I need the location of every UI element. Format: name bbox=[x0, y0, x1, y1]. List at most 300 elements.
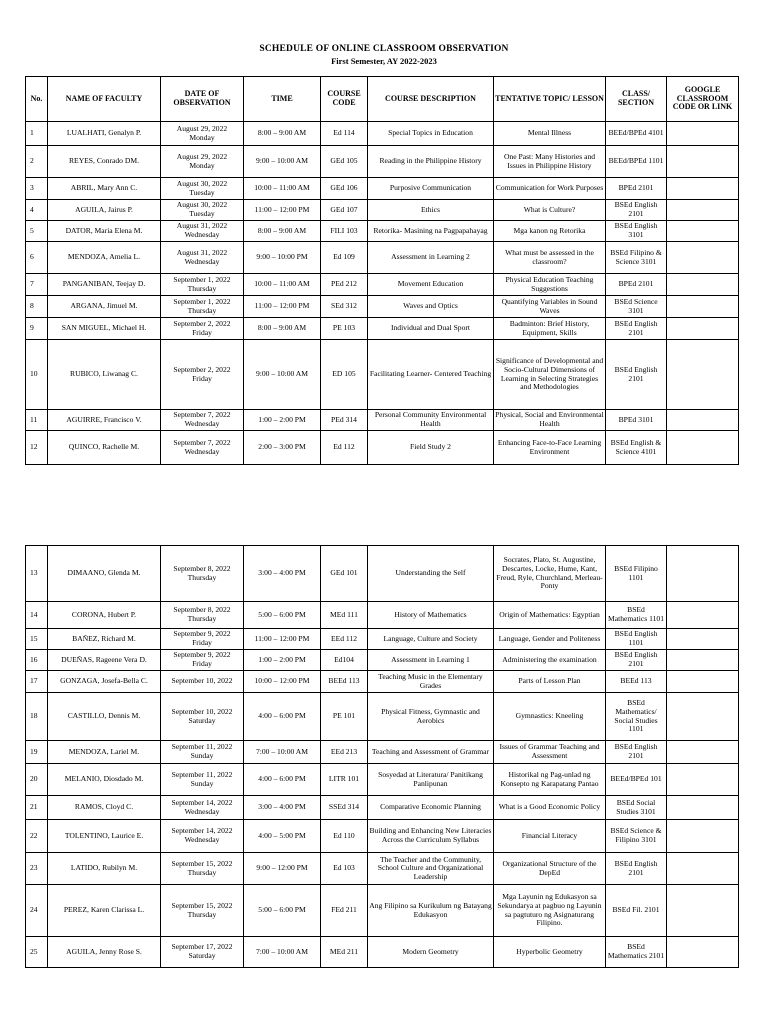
faculty-name: RUBICO, Liwanag C. bbox=[48, 340, 161, 410]
tentative-topic: Organizational Structure of the DepEd bbox=[494, 853, 606, 885]
date-text: September 7, 2022 bbox=[173, 437, 231, 447]
date-text: September 14, 2022 bbox=[171, 826, 233, 836]
classroom-link bbox=[667, 274, 739, 296]
tentative-topic: What is Culture? bbox=[494, 200, 606, 221]
weekday-text: Wednesday bbox=[184, 256, 220, 266]
course-code: SEd 312 bbox=[321, 296, 368, 318]
row-number: 21 bbox=[26, 796, 48, 820]
row-number: 20 bbox=[26, 764, 48, 796]
tentative-topic: Parts of Lesson Plan bbox=[494, 671, 606, 693]
row-number: 19 bbox=[26, 741, 48, 764]
course-code: GEd 107 bbox=[321, 200, 368, 221]
faculty-name: SAN MIGUEL, Michael H. bbox=[48, 318, 161, 340]
row-number: 22 bbox=[26, 820, 48, 853]
date-text: September 11, 2022 bbox=[171, 742, 233, 752]
class-section: BSEd English 2101 bbox=[606, 650, 667, 671]
date-text: September 11, 2022 bbox=[171, 769, 233, 779]
classroom-link bbox=[667, 602, 739, 629]
row-number: 8 bbox=[26, 296, 48, 318]
class-section: BEEd 113 bbox=[606, 671, 667, 693]
header-date: DATE OF OBSERVATION bbox=[161, 77, 244, 122]
table-body-page-1 bbox=[26, 122, 739, 465]
course-description: Teaching Music in the Elementary Grades bbox=[368, 671, 494, 693]
date-text: September 17, 2022 bbox=[171, 942, 233, 952]
observation-time: 10:00 – 11:00 AM bbox=[244, 274, 321, 296]
date-text: September 1, 2022 bbox=[173, 296, 231, 306]
row-number: 25 bbox=[26, 937, 48, 968]
classroom-link bbox=[667, 741, 739, 764]
tentative-topic: Financial Literacy bbox=[494, 820, 606, 853]
course-description: The Teacher and the Community, School Culture and Organizational Leadership bbox=[368, 853, 494, 885]
observation-time: 8:00 – 9:00 AM bbox=[244, 318, 321, 340]
course-description: History of Mathematics bbox=[368, 602, 494, 629]
class-section: BSEd Science 3101 bbox=[606, 296, 667, 318]
course-code: GEd 106 bbox=[321, 178, 368, 200]
observation-date bbox=[161, 410, 244, 431]
weekday-text: Thursday bbox=[187, 305, 217, 315]
faculty-name: MENDOZA, Lariel M. bbox=[48, 741, 161, 764]
course-description: Building and Enhancing New Literacies Across the Curriculum Syllabus bbox=[368, 820, 494, 853]
header-code: COURSE CODE bbox=[321, 77, 368, 122]
table-row bbox=[26, 671, 739, 693]
classroom-link bbox=[667, 937, 739, 968]
observation-time: 2:00 – 3:00 PM bbox=[244, 431, 321, 465]
table-row bbox=[26, 764, 739, 796]
classroom-link bbox=[667, 200, 739, 221]
tentative-topic: Mga kanon ng Retorika bbox=[494, 221, 606, 242]
table-row bbox=[26, 146, 739, 178]
class-section: BSEd English 2101 bbox=[606, 340, 667, 410]
observation-time: 7:00 – 10:00 AM bbox=[244, 741, 321, 764]
course-code: FILI 103 bbox=[321, 221, 368, 242]
class-section: BSEd English 1101 bbox=[606, 629, 667, 650]
table-row bbox=[26, 650, 739, 671]
course-description: Field Study 2 bbox=[368, 431, 494, 465]
course-code: ED 105 bbox=[321, 340, 368, 410]
observation-date bbox=[161, 671, 244, 693]
tentative-topic: Badminton: Brief History, Equipment, Skills bbox=[494, 318, 606, 340]
observation-time: 4:00 – 5:00 PM bbox=[244, 820, 321, 853]
weekday-text: Thursday bbox=[187, 909, 217, 919]
course-description: Ethics bbox=[368, 200, 494, 221]
classroom-link bbox=[667, 693, 739, 741]
tentative-topic: What must be assessed in the classroom? bbox=[494, 242, 606, 274]
class-section: BSEd English & Science 4101 bbox=[606, 431, 667, 465]
observation-time: 9:00 – 10:00 AM bbox=[244, 340, 321, 410]
weekday-text: Wednesday bbox=[184, 230, 220, 239]
course-description: Individual and Dual Sport bbox=[368, 318, 494, 340]
date-text: September 15, 2022 bbox=[171, 900, 233, 910]
course-code: Ed 110 bbox=[321, 820, 368, 853]
tentative-topic: Gymnastics: Kneeling bbox=[494, 693, 606, 741]
classroom-link bbox=[667, 340, 739, 410]
course-code: PEd 212 bbox=[321, 274, 368, 296]
class-section: BSEd Mathematics 2101 bbox=[606, 937, 667, 968]
class-section: BEEd/BPEd 1101 bbox=[606, 146, 667, 178]
course-description: Assessment in Learning 2 bbox=[368, 242, 494, 274]
date-text: September 9, 2022 bbox=[173, 629, 231, 639]
row-number: 15 bbox=[26, 629, 48, 650]
row-number: 23 bbox=[26, 853, 48, 885]
faculty-name: RAMOS, Cloyd C. bbox=[48, 796, 161, 820]
faculty-name: DATOR, Maria Elena M. bbox=[48, 221, 161, 242]
date-text: August 30, 2022 bbox=[176, 200, 228, 210]
table-row bbox=[26, 122, 739, 146]
faculty-name: LATIDO, Rubilyn M. bbox=[48, 853, 161, 885]
date-text: September 8, 2022 bbox=[173, 563, 231, 573]
faculty-name: CORONA, Hubert P. bbox=[48, 602, 161, 629]
classroom-link bbox=[667, 820, 739, 853]
observation-date bbox=[161, 629, 244, 650]
observation-time: 11:00 – 12:00 PM bbox=[244, 296, 321, 318]
weekday-text: Monday bbox=[189, 160, 215, 170]
header-no: No. bbox=[26, 77, 48, 122]
tentative-topic: Historikal ng Pag-unlad ng Konsepto ng Karapatang Pantao bbox=[494, 764, 606, 796]
weekday-text: Friday bbox=[192, 638, 212, 647]
table-row bbox=[26, 296, 739, 318]
tentative-topic: Physical, Social and Environmental Health bbox=[494, 410, 606, 431]
table-row bbox=[26, 318, 739, 340]
course-description: Movement Education bbox=[368, 274, 494, 296]
faculty-name: AGUILA, Jenny Rose S. bbox=[48, 937, 161, 968]
table-row bbox=[26, 602, 739, 629]
class-section: BSEd English 2101 bbox=[606, 853, 667, 885]
observation-time: 11:00 – 12:00 PM bbox=[244, 629, 321, 650]
date-text: August 29, 2022 bbox=[176, 151, 228, 161]
faculty-name: PANGANIBAN, Teejay D. bbox=[48, 274, 161, 296]
course-code: BEEd 113 bbox=[321, 671, 368, 693]
table-row bbox=[26, 741, 739, 764]
observation-date bbox=[161, 546, 244, 602]
table-row bbox=[26, 820, 739, 853]
course-code: EEd 213 bbox=[321, 741, 368, 764]
tentative-topic: Origin of Mathematics: Egyptian bbox=[494, 602, 606, 629]
table-row bbox=[26, 178, 739, 200]
header-section: CLASS/ SECTION bbox=[606, 77, 667, 122]
table-body-page-2 bbox=[26, 546, 739, 968]
class-section: BSEd Fil. 2101 bbox=[606, 885, 667, 937]
classroom-link bbox=[667, 546, 739, 602]
table-row bbox=[26, 629, 739, 650]
observation-time: 10:00 – 11:00 AM bbox=[244, 178, 321, 200]
class-section: BPEd 2101 bbox=[606, 274, 667, 296]
course-description: Personal Community Environmental Health bbox=[368, 410, 494, 431]
course-description: Sosyedad at Literatura/ Panitikang Panlipunan bbox=[368, 764, 494, 796]
class-section: BSEd English 2101 bbox=[606, 200, 667, 221]
date-text: September 10, 2022 bbox=[171, 676, 233, 686]
date-text: September 2, 2022 bbox=[173, 318, 231, 328]
classroom-link bbox=[667, 671, 739, 693]
faculty-name: TOLENTINO, Laurice E. bbox=[48, 820, 161, 853]
date-text: September 10, 2022 bbox=[171, 706, 233, 716]
classroom-link bbox=[667, 146, 739, 178]
course-code: Ed 112 bbox=[321, 431, 368, 465]
tentative-topic: Communication for Work Purposes bbox=[494, 178, 606, 200]
course-description: Special Topics in Education bbox=[368, 122, 494, 146]
class-section: BPEd 2101 bbox=[606, 178, 667, 200]
header-time: TIME bbox=[244, 77, 321, 122]
observation-date bbox=[161, 340, 244, 410]
weekday-text: Monday bbox=[189, 132, 215, 142]
observation-date bbox=[161, 602, 244, 629]
class-section: BSEd Mathematics/ Social Studies 1101 bbox=[606, 693, 667, 741]
tentative-topic: Issues of Grammar Teaching and Assessment bbox=[494, 741, 606, 764]
faculty-name: ARGANA, Jimuel M. bbox=[48, 296, 161, 318]
observation-date bbox=[161, 296, 244, 318]
weekday-text: Saturday bbox=[188, 951, 216, 960]
observation-date bbox=[161, 693, 244, 741]
faculty-name: AGUILA, Jairus P. bbox=[48, 200, 161, 221]
weekday-text: Friday bbox=[192, 327, 212, 337]
weekday-text: Saturday bbox=[188, 715, 216, 725]
table-row bbox=[26, 796, 739, 820]
date-text: September 1, 2022 bbox=[173, 274, 231, 284]
schedule-table-page-2 bbox=[25, 545, 739, 968]
observation-time: 4:00 – 6:00 PM bbox=[244, 693, 321, 741]
course-description: Facilitating Learner- Centered Teaching bbox=[368, 340, 494, 410]
table-row bbox=[26, 693, 739, 741]
classroom-link bbox=[667, 221, 739, 242]
course-description: Ang Filipino sa Kurikulum ng Batayang Edukasyon bbox=[368, 885, 494, 937]
date-text: August 31, 2022 bbox=[176, 221, 228, 231]
classroom-link bbox=[667, 431, 739, 465]
observation-date bbox=[161, 937, 244, 968]
faculty-name: DUEÑAS, Rageene Vera D. bbox=[48, 650, 161, 671]
row-number: 10 bbox=[26, 340, 48, 410]
tentative-topic: Physical Education Teaching Suggestions bbox=[494, 274, 606, 296]
header-link: GOOGLE CLASSROOM CODE OR LINK bbox=[667, 77, 739, 122]
weekday-text: Tuesday bbox=[189, 187, 215, 197]
weekday-text: Wednesday bbox=[184, 419, 220, 428]
faculty-name: MELANIO, Diosdado M. bbox=[48, 764, 161, 796]
observation-time: 5:00 – 6:00 PM bbox=[244, 885, 321, 937]
observation-date bbox=[161, 431, 244, 465]
course-code: FEd 211 bbox=[321, 885, 368, 937]
document-title: SCHEDULE OF ONLINE CLASSROOM OBSERVATION bbox=[259, 44, 509, 54]
weekday-text: Wednesday bbox=[184, 806, 220, 816]
date-text: August 29, 2022 bbox=[176, 123, 228, 133]
observation-time: 8:00 – 9:00 AM bbox=[244, 122, 321, 146]
row-number: 5 bbox=[26, 221, 48, 242]
schedule-table-page-1 bbox=[25, 76, 739, 465]
faculty-name: DIMAANO, Glenda M. bbox=[48, 546, 161, 602]
observation-time: 5:00 – 6:00 PM bbox=[244, 602, 321, 629]
observation-time: 9:00 – 12:00 PM bbox=[244, 853, 321, 885]
tentative-topic: Socrates, Plato, St. Augustine, Descartes, Locke, Hume, Kant, Freud, Ryle, Churchland, Merleau-Ponty bbox=[494, 546, 606, 602]
course-description: Reading in the Philippine History bbox=[368, 146, 494, 178]
table-row bbox=[26, 242, 739, 274]
date-text: September 15, 2022 bbox=[171, 858, 233, 868]
header-name: NAME OF FACULTY bbox=[48, 77, 161, 122]
row-number: 4 bbox=[26, 200, 48, 221]
observation-date bbox=[161, 853, 244, 885]
course-description: Teaching and Assessment of Grammar bbox=[368, 741, 494, 764]
row-number: 2 bbox=[26, 146, 48, 178]
table-row bbox=[26, 546, 739, 602]
observation-date bbox=[161, 242, 244, 274]
row-number: 7 bbox=[26, 274, 48, 296]
tentative-topic: Mga Layunin ng Edukasyon sa Sekundarya at pagbuo ng Layunin sa pagtuturo ng Asignaturang Filipino. bbox=[494, 885, 606, 937]
course-code: GEd 101 bbox=[321, 546, 368, 602]
faculty-name: REYES, Conrado DM. bbox=[48, 146, 161, 178]
class-section: BSEd Science & Filipino 3101 bbox=[606, 820, 667, 853]
weekday-text: Sunday bbox=[190, 778, 214, 788]
weekday-text: Friday bbox=[192, 659, 212, 668]
date-text: September 2, 2022 bbox=[173, 364, 231, 374]
observation-date bbox=[161, 146, 244, 178]
course-code: Ed 103 bbox=[321, 853, 368, 885]
table-row bbox=[26, 340, 739, 410]
course-code: GEd 105 bbox=[321, 146, 368, 178]
class-section: BSEd Mathematics 1101 bbox=[606, 602, 667, 629]
course-description: Physical Fitness, Gymnastic and Aerobics bbox=[368, 693, 494, 741]
header-row bbox=[26, 77, 739, 122]
faculty-name: PEREZ, Karen Clarissa L. bbox=[48, 885, 161, 937]
observation-time: 3:00 – 4:00 PM bbox=[244, 796, 321, 820]
row-number: 16 bbox=[26, 650, 48, 671]
course-code: PE 103 bbox=[321, 318, 368, 340]
class-section: BEEd/BPEd 101 bbox=[606, 764, 667, 796]
observation-date bbox=[161, 650, 244, 671]
classroom-link bbox=[667, 410, 739, 431]
tentative-topic: One Past: Many Histories and Issues in Philippine History bbox=[494, 146, 606, 178]
course-code: Ed 114 bbox=[321, 122, 368, 146]
course-code: PE 101 bbox=[321, 693, 368, 741]
tentative-topic: What is a Good Economic Policy bbox=[494, 796, 606, 820]
table-row bbox=[26, 221, 739, 242]
date-text: September 8, 2022 bbox=[173, 605, 231, 615]
table-row bbox=[26, 885, 739, 937]
course-code: Ed104 bbox=[321, 650, 368, 671]
observation-date bbox=[161, 741, 244, 764]
weekday-text: Thursday bbox=[187, 614, 217, 623]
course-code: SSEd 314 bbox=[321, 796, 368, 820]
tentative-topic: Significance of Developmental and Socio-Cultural Dimensions of Learning in Selecting Strategies and Methodologies bbox=[494, 340, 606, 410]
observation-date bbox=[161, 820, 244, 853]
weekday-text: Sunday bbox=[190, 751, 214, 760]
observation-time: 11:00 – 12:00 PM bbox=[244, 200, 321, 221]
tentative-topic: Quantifying Variables in Sound Waves bbox=[494, 296, 606, 318]
observation-time: 9:00 – 10:00 PM bbox=[244, 242, 321, 274]
date-text: August 31, 2022 bbox=[176, 247, 228, 257]
classroom-link bbox=[667, 796, 739, 820]
row-number: 14 bbox=[26, 602, 48, 629]
observation-date bbox=[161, 885, 244, 937]
observation-time: 1:00 – 2:00 PM bbox=[244, 410, 321, 431]
row-number: 17 bbox=[26, 671, 48, 693]
weekday-text: Wednesday bbox=[184, 446, 220, 456]
course-code: MEd 211 bbox=[321, 937, 368, 968]
observation-time: 1:00 – 2:00 PM bbox=[244, 650, 321, 671]
faculty-name: MENDOZA, Amelia L. bbox=[48, 242, 161, 274]
header-topic: TENTATIVE TOPIC/ LESSON bbox=[494, 77, 606, 122]
observation-date bbox=[161, 796, 244, 820]
document-subtitle: First Semester, AY 2022-2023 bbox=[331, 56, 437, 66]
classroom-link bbox=[667, 242, 739, 274]
observation-time: 7:00 – 10:00 AM bbox=[244, 937, 321, 968]
row-number: 6 bbox=[26, 242, 48, 274]
header-description: COURSE DESCRIPTION bbox=[368, 77, 494, 122]
row-number: 24 bbox=[26, 885, 48, 937]
class-section: BSEd Filipino 1101 bbox=[606, 546, 667, 602]
classroom-link bbox=[667, 178, 739, 200]
course-code: PEd 314 bbox=[321, 410, 368, 431]
course-description: Assessment in Learning 1 bbox=[368, 650, 494, 671]
observation-time: 9:00 – 10:00 AM bbox=[244, 146, 321, 178]
observation-time: 4:00 – 6:00 PM bbox=[244, 764, 321, 796]
table-row bbox=[26, 274, 739, 296]
observation-date bbox=[161, 318, 244, 340]
course-description: Comparative Economic Planning bbox=[368, 796, 494, 820]
observation-date bbox=[161, 764, 244, 796]
weekday-text: Thursday bbox=[187, 572, 217, 582]
course-description: Language, Culture and Society bbox=[368, 629, 494, 650]
class-section: BSEd English 3101 bbox=[606, 221, 667, 242]
observation-date bbox=[161, 178, 244, 200]
class-section: BSEd English 2101 bbox=[606, 741, 667, 764]
course-code: EEd 112 bbox=[321, 629, 368, 650]
tentative-topic: Language, Gender and Politeness bbox=[494, 629, 606, 650]
course-code: Ed 109 bbox=[321, 242, 368, 274]
row-number: 11 bbox=[26, 410, 48, 431]
class-section: BEEd/BPEd 4101 bbox=[606, 122, 667, 146]
faculty-name: CASTILLO, Dennis M. bbox=[48, 693, 161, 741]
course-code: MEd 111 bbox=[321, 602, 368, 629]
course-description: Waves and Optics bbox=[368, 296, 494, 318]
weekday-text: Thursday bbox=[187, 867, 217, 877]
weekday-text: Tuesday bbox=[189, 209, 215, 218]
row-number: 13 bbox=[26, 546, 48, 602]
classroom-link bbox=[667, 296, 739, 318]
date-text: September 14, 2022 bbox=[171, 797, 233, 807]
faculty-name: BAÑEZ, Richard M. bbox=[48, 629, 161, 650]
class-section: BSEd Filipino & Science 3101 bbox=[606, 242, 667, 274]
weekday-text: Friday bbox=[192, 373, 212, 383]
observation-date bbox=[161, 274, 244, 296]
classroom-link bbox=[667, 122, 739, 146]
faculty-name: ABRIL, Mary Ann C. bbox=[48, 178, 161, 200]
classroom-link bbox=[667, 764, 739, 796]
weekday-text: Thursday bbox=[187, 283, 217, 293]
faculty-name: AGUIRRE, Francisco V. bbox=[48, 410, 161, 431]
weekday-text: Wednesday bbox=[184, 835, 220, 844]
tentative-topic: Hyperbolic Geometry bbox=[494, 937, 606, 968]
course-description: Purposive Communication bbox=[368, 178, 494, 200]
row-number: 3 bbox=[26, 178, 48, 200]
row-number: 9 bbox=[26, 318, 48, 340]
observation-date bbox=[161, 200, 244, 221]
tentative-topic: Administering the examination bbox=[494, 650, 606, 671]
classroom-link bbox=[667, 318, 739, 340]
class-section: BSEd Social Studies 3101 bbox=[606, 796, 667, 820]
table-row bbox=[26, 410, 739, 431]
faculty-name: GONZAGA, Josefa-Bella C. bbox=[48, 671, 161, 693]
observation-date bbox=[161, 221, 244, 242]
observation-time: 3:00 – 4:00 PM bbox=[244, 546, 321, 602]
classroom-link bbox=[667, 650, 739, 671]
classroom-link bbox=[667, 885, 739, 937]
table-row bbox=[26, 853, 739, 885]
row-number: 18 bbox=[26, 693, 48, 741]
class-section: BSEd English 2101 bbox=[606, 318, 667, 340]
date-text: September 9, 2022 bbox=[173, 650, 231, 660]
row-number: 12 bbox=[26, 431, 48, 465]
course-code: LITR 101 bbox=[321, 764, 368, 796]
table-row bbox=[26, 937, 739, 968]
tentative-topic: Enhancing Face-to-Face Learning Environment bbox=[494, 431, 606, 465]
classroom-link bbox=[667, 853, 739, 885]
faculty-name: LUALHATI, Genalyn P. bbox=[48, 122, 161, 146]
